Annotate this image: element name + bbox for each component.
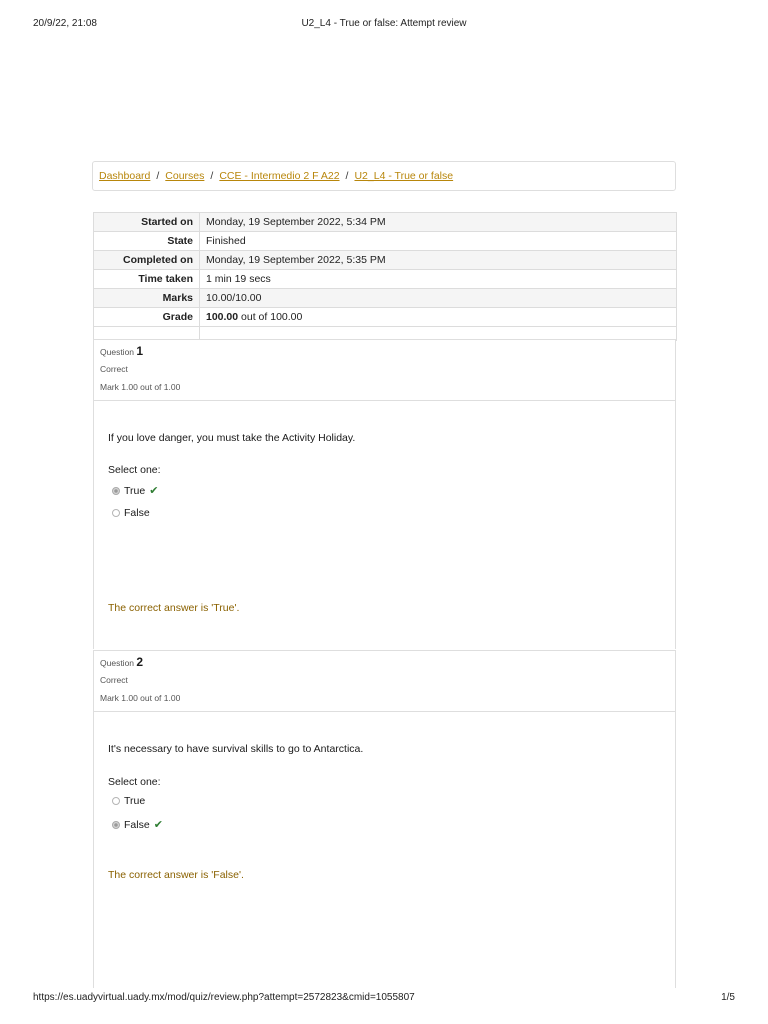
summary-value: Monday, 19 September 2022, 5:34 PM bbox=[200, 213, 677, 232]
summary-row-completed bbox=[94, 251, 677, 270]
question-content bbox=[93, 401, 676, 649]
breadcrumb-quiz[interactable]: U2_L4 - True or false bbox=[354, 170, 454, 182]
select-one-prompt: Select one: bbox=[108, 464, 161, 476]
summary-label: Grade bbox=[94, 308, 200, 327]
summary-row-state bbox=[94, 232, 677, 251]
radio-button[interactable] bbox=[112, 487, 120, 495]
question-state: Correct bbox=[100, 675, 128, 685]
answer-option-true[interactable] bbox=[112, 484, 158, 497]
summary-label: Started on bbox=[94, 213, 200, 232]
answer-option-true[interactable] bbox=[112, 795, 145, 807]
answer-option-false[interactable] bbox=[112, 507, 150, 519]
answer-label: True bbox=[124, 484, 146, 497]
print-page-number: 1/5 bbox=[721, 992, 735, 1003]
summary-label: Completed on bbox=[94, 251, 200, 270]
print-title: U2_L4 - True or false: Attempt review bbox=[301, 18, 467, 29]
answer-label: True bbox=[124, 795, 146, 807]
print-date: 20/9/22, 21:08 bbox=[33, 18, 97, 29]
summary-value: 10.00/10.00 bbox=[200, 289, 677, 308]
summary-row-time bbox=[94, 270, 677, 289]
summary-value: Monday, 19 September 2022, 5:35 PM bbox=[200, 251, 677, 270]
grade-out-of: out of 100.00 bbox=[238, 311, 303, 323]
summary-value bbox=[200, 308, 677, 327]
radio-button[interactable] bbox=[112, 797, 120, 805]
question-text: If you love danger, you must take the Activity Holiday. bbox=[108, 432, 356, 444]
breadcrumb-separator: / bbox=[345, 170, 349, 182]
summary-label: State bbox=[94, 232, 200, 251]
summary-row-started bbox=[94, 213, 677, 232]
question-number-value: 1 bbox=[136, 344, 144, 358]
question-text: It's necessary to have survival skills to go to Antarctica. bbox=[108, 743, 364, 755]
question-label: Question bbox=[100, 347, 135, 357]
summary-value: Finished bbox=[200, 232, 677, 251]
question-number-value: 2 bbox=[136, 655, 144, 669]
correct-answer-feedback: The correct answer is 'True'. bbox=[108, 602, 240, 614]
breadcrumb-course[interactable]: CCE - Intermedio 2 F A22 bbox=[219, 170, 340, 182]
summary-label: Time taken bbox=[94, 270, 200, 289]
radio-button[interactable] bbox=[112, 821, 120, 829]
breadcrumb bbox=[92, 161, 676, 191]
answer-label: False bbox=[124, 507, 150, 519]
question-info bbox=[93, 650, 676, 712]
print-footer bbox=[0, 992, 768, 1006]
select-one-prompt: Select one: bbox=[108, 776, 161, 788]
answer-option-false[interactable] bbox=[112, 818, 163, 831]
summary-row-grade bbox=[94, 308, 677, 327]
question-content bbox=[93, 712, 676, 988]
question-number bbox=[100, 344, 669, 358]
attempt-summary-table bbox=[93, 212, 677, 341]
question-info bbox=[93, 339, 676, 401]
check-icon: ✔ bbox=[153, 819, 163, 831]
print-url: https://es.uadyvirtual.uady.mx/mod/quiz/review.php?attempt=2572823&cmid=1055807 bbox=[33, 992, 415, 1003]
summary-row-marks bbox=[94, 289, 677, 308]
correct-answer-feedback: The correct answer is 'False'. bbox=[108, 869, 244, 881]
breadcrumb-separator: / bbox=[156, 170, 160, 182]
question-number bbox=[100, 655, 669, 669]
breadcrumb-courses[interactable]: Courses bbox=[165, 170, 205, 182]
breadcrumb-dashboard[interactable]: Dashboard bbox=[99, 170, 151, 182]
check-icon: ✔ bbox=[149, 485, 159, 497]
print-header bbox=[0, 18, 768, 32]
summary-value: 1 min 19 secs bbox=[200, 270, 677, 289]
radio-button[interactable] bbox=[112, 509, 120, 517]
answer-label: False bbox=[124, 818, 150, 831]
summary-label: Marks bbox=[94, 289, 200, 308]
question-label: Question bbox=[100, 658, 135, 668]
question-mark: Mark 1.00 out of 1.00 bbox=[100, 382, 181, 392]
grade-value: 100.00 bbox=[206, 311, 239, 323]
breadcrumb-separator: / bbox=[210, 170, 214, 182]
question-state: Correct bbox=[100, 364, 128, 374]
question-mark: Mark 1.00 out of 1.00 bbox=[100, 693, 181, 703]
